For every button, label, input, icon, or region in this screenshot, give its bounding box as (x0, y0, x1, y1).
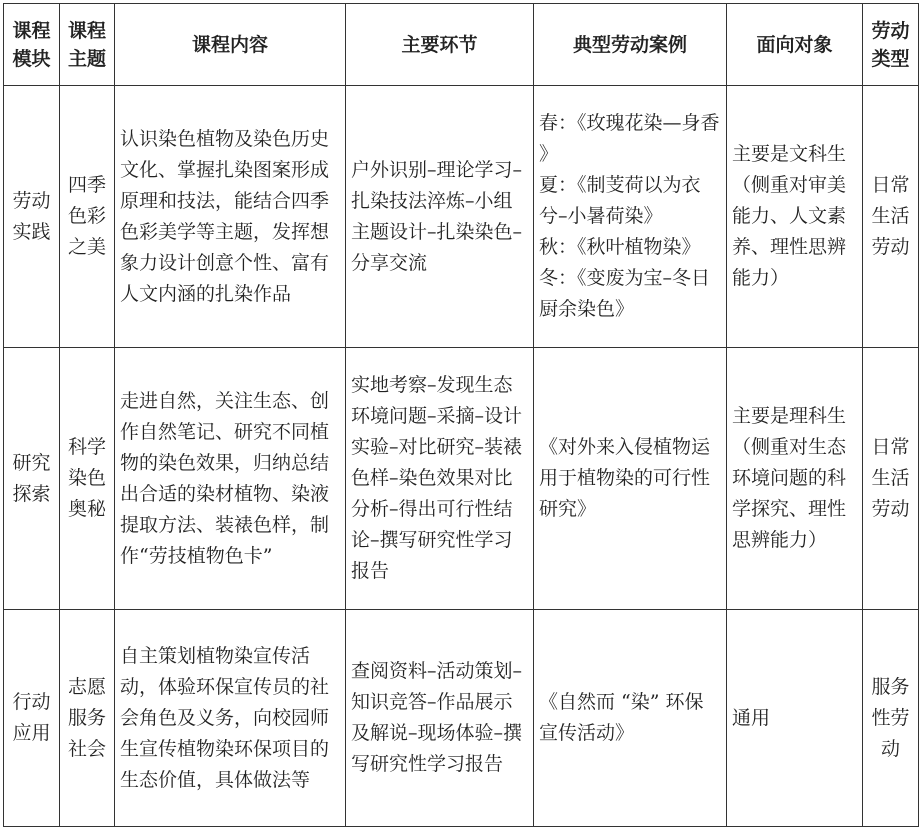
case-item: 《对外来入侵植物运用于植物染的可行性研究》 (539, 436, 711, 520)
cell-audience: 通用 (727, 610, 863, 827)
cell-type: 日常生活劳动 (863, 86, 919, 348)
cell-content: 自主策划植物染宣传活动，体验环保宣传员的社会角色及义务，向校园师生宣传植物染环保项目的生态价值，具体做法等 (115, 610, 346, 827)
cell-cases (534, 610, 727, 827)
case-item: 秋：《秋叶植物染》 (539, 236, 701, 258)
table-row (4, 610, 919, 827)
table-row (4, 86, 919, 348)
course-table (3, 3, 919, 827)
cell-audience: 主要是文科生（侧重对审美能力、人文素养、理性思辨能力） (727, 86, 863, 348)
case-item: 《自然而 “染” 环保宣传活动》 (539, 691, 704, 744)
cell-cases (534, 86, 727, 348)
case-item: 冬：《变废为宝–冬日厨余染色》 (539, 267, 711, 320)
cell-type: 日常生活劳动 (863, 348, 919, 610)
header-type: 劳动类型 (863, 4, 919, 86)
cell-module: 行动应用 (4, 610, 60, 827)
header-cases: 典型劳动案例 (534, 4, 727, 86)
header-topic: 课程主题 (60, 4, 115, 86)
cell-cases (534, 348, 727, 610)
case-item: 春：《玫瑰花染—身香 》 (539, 112, 720, 165)
cell-steps: 实地考察–发现生态环境问题–采摘–设计实验–对比研究–装裱色样–染色效果对比分析–得出可行性结论–撰写研究性学习报告 (346, 348, 534, 610)
cell-topic: 志愿服务社会 (60, 610, 115, 827)
header-module: 课程模块 (4, 4, 60, 86)
cell-steps: 户外识别–理论学习–扎染技法淬炼–小组主题设计–扎染染色–分享交流 (346, 86, 534, 348)
cell-content: 走进自然，关注生态、创作自然笔记、研究不同植物的染色效果，归纳总结出合适的染材植物、染液提取方法、装裱色样，制作“劳技植物色卡” (115, 348, 346, 610)
cell-module: 劳动实践 (4, 86, 60, 348)
header-audience: 面向对象 (727, 4, 863, 86)
cell-topic: 四季色彩之美 (60, 86, 115, 348)
header-steps: 主要环节 (346, 4, 534, 86)
case-item: 夏：《制芰荷以为衣兮–小暑荷染》 (539, 174, 701, 227)
table-row (4, 348, 919, 610)
cell-type: 服务性劳动 (863, 610, 919, 827)
cell-content: 认识染色植物及染色历史文化、掌握扎染图案形成原理和技法，能结合四季色彩美学等主题，发挥想象力设计创意个性、富有人文内涵的扎染作品 (115, 86, 346, 348)
cell-audience: 主要是理科生（侧重对生态环境问题的科学探究、理性思辨能力） (727, 348, 863, 610)
cell-module: 研究探索 (4, 348, 60, 610)
header-content: 课程内容 (115, 4, 346, 86)
cell-topic: 科学染色奥秘 (60, 348, 115, 610)
cell-steps: 查阅资料–活动策划–知识竞答–作品展示及解说–现场体验–撰写研究性学习报告 (346, 610, 534, 827)
header-row (4, 4, 919, 86)
